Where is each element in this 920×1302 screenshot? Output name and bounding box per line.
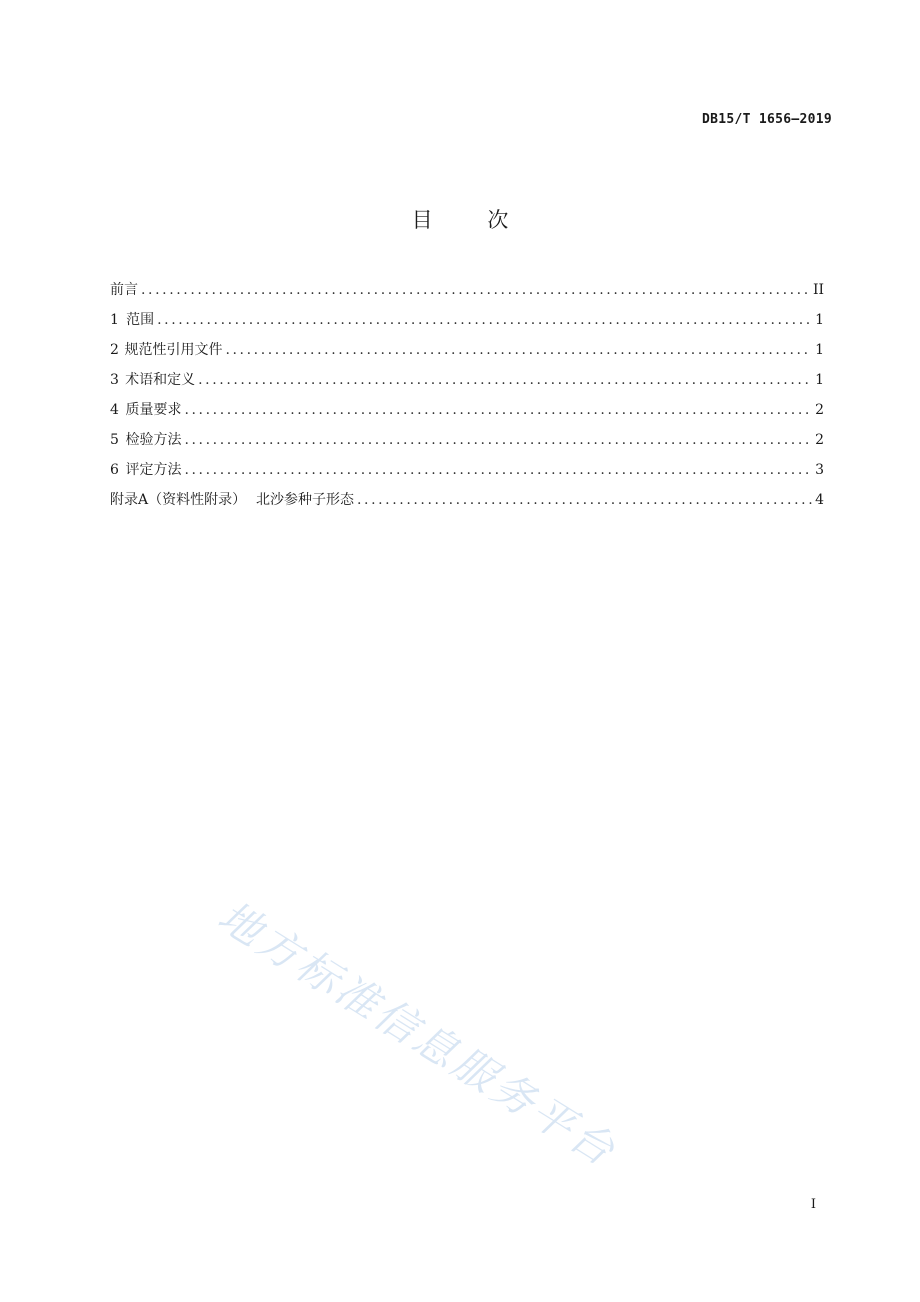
standard-code: DB15/T 1656—2019 [701,112,832,127]
toc-entry-number: 2 [110,342,119,358]
toc-entry-page: 2 [815,432,824,448]
toc-entry-page: 1 [815,372,824,388]
toc-entry-label: 规范性引用文件 [124,342,223,358]
toc-leader-dots [184,432,812,448]
toc-entry-label: 范围 [126,312,155,328]
toc-entry-terms-definitions[interactable] [110,369,824,399]
toc-entry-sublabel: 北沙参种子形态 [255,492,354,508]
toc-entry-label: 检验方法 [125,432,182,448]
toc-title: 目 次 [411,208,533,232]
toc-entry-appendix-a[interactable] [110,489,824,519]
toc-entry-evaluation-methods[interactable] [110,459,824,489]
toc-entry-number: 5 [110,432,119,448]
toc-entry-foreword[interactable] [110,279,824,309]
toc-entry-number: 6 [110,462,119,478]
toc-entry-label: 评定方法 [125,462,182,478]
table-of-contents [110,279,824,519]
toc-entry-label: 附录A（资料性附录） [110,492,247,508]
toc-leader-dots [184,402,812,418]
toc-entry-page: 2 [815,402,824,418]
page-number: I [810,1197,816,1212]
toc-leader-dots [157,312,812,328]
toc-entry-page: II [812,282,824,298]
toc-leader-dots [225,342,812,358]
toc-leader-dots [141,282,810,298]
toc-entry-number: 4 [110,402,119,418]
toc-leader-dots [357,492,812,508]
toc-entry-label: 质量要求 [125,402,182,418]
toc-entry-quality-requirements[interactable] [110,399,824,429]
toc-entry-page: 4 [815,492,824,508]
toc-entry-number: 1 [110,312,119,328]
toc-entry-page: 3 [815,462,824,478]
watermark-text: 地方标准信息服务平台 [209,891,626,1177]
toc-entry-page: 1 [815,312,824,328]
toc-leader-dots [184,462,812,478]
toc-entry-page: 1 [815,342,824,358]
toc-entry-scope[interactable] [110,309,824,339]
toc-entry-test-methods[interactable] [110,429,824,459]
toc-entry-label: 术语和定义 [125,372,196,388]
toc-entry-normative-references[interactable] [110,339,824,369]
toc-entry-number: 3 [110,372,119,388]
toc-leader-dots [198,372,812,388]
toc-entry-label: 前言 [110,282,138,298]
